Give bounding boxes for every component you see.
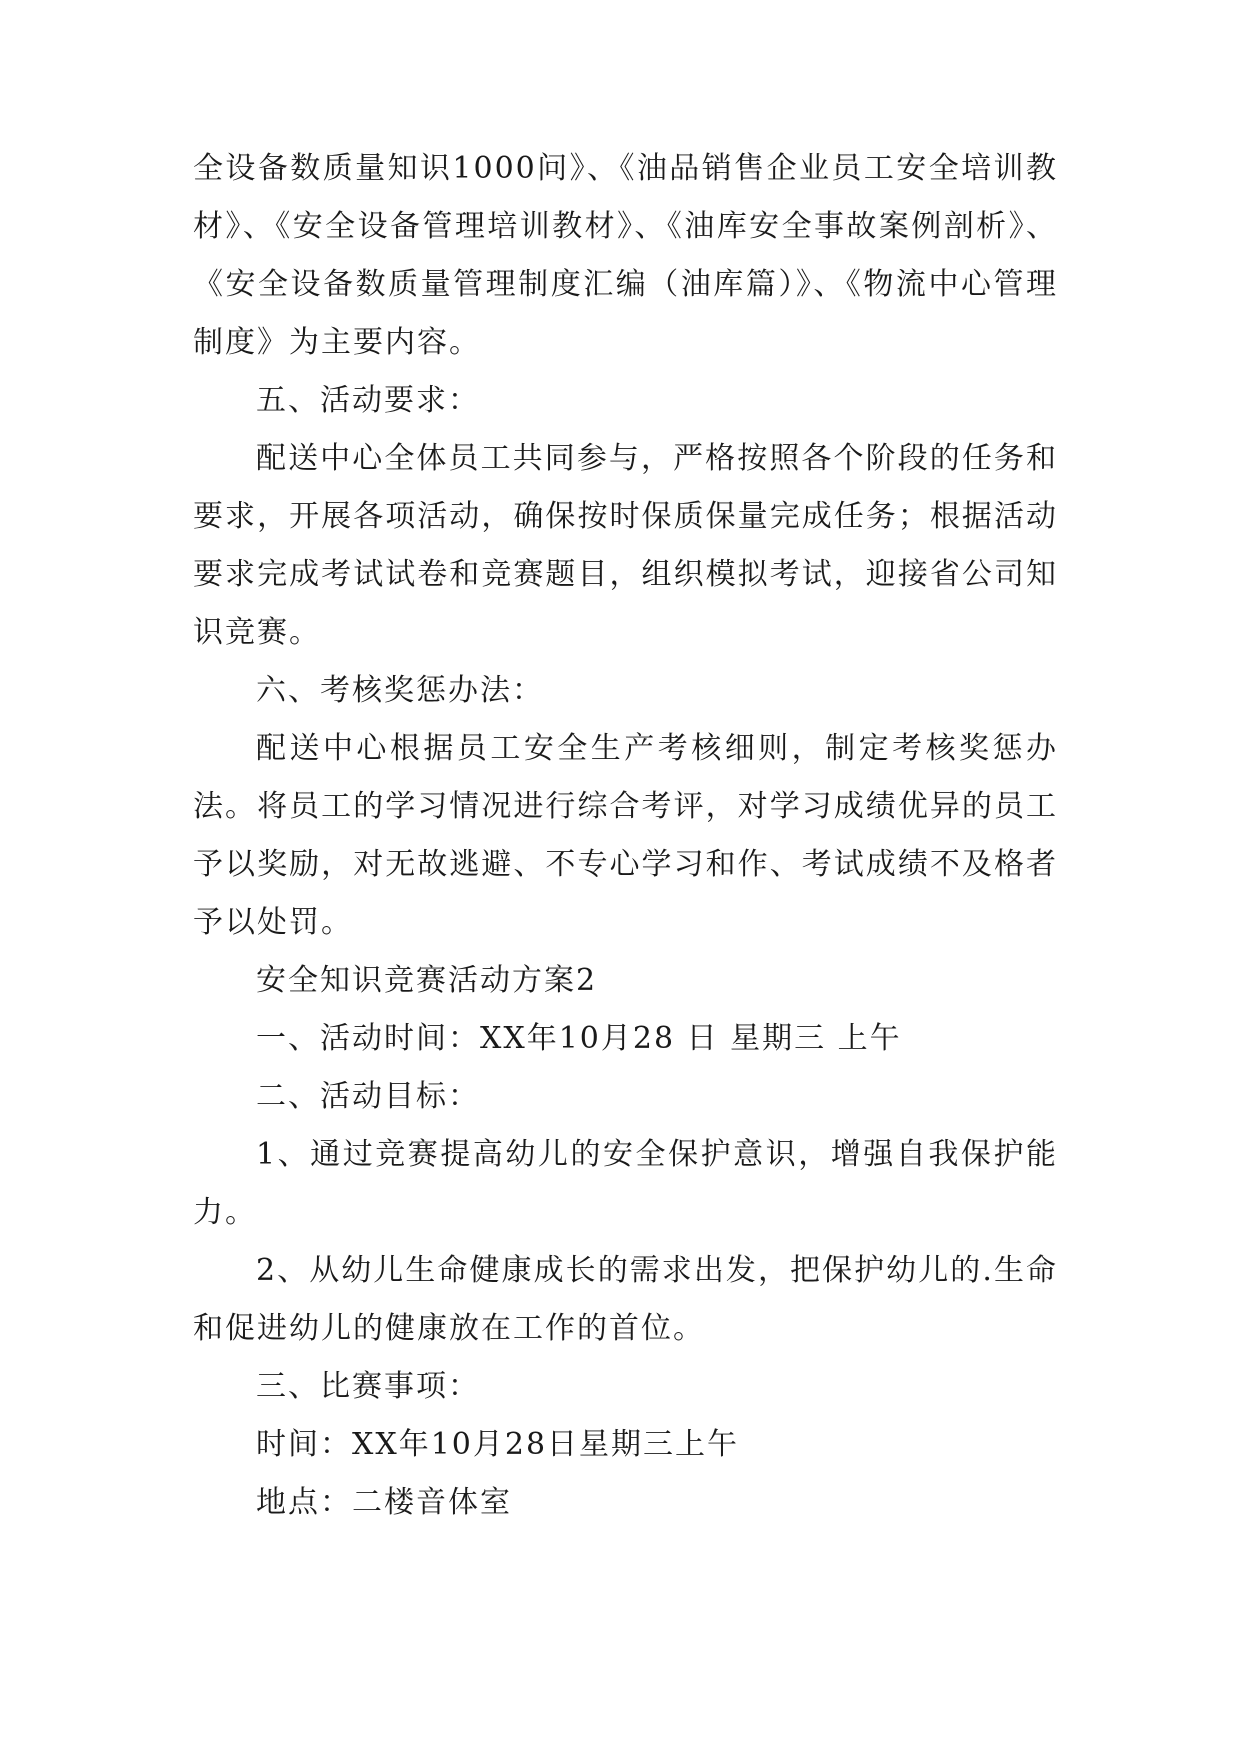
heading-activity-goals: 二、活动目标： xyxy=(256,1079,480,1114)
competition-time: 时间：XX年10月28日星期三上午 xyxy=(256,1427,740,1462)
heading-assessment-rewards: 六、考核奖惩办法： xyxy=(256,673,544,708)
competition-location: 地点：二楼音体室 xyxy=(256,1485,512,1520)
heading-activity-requirements: 五、活动要求： xyxy=(256,383,480,418)
paragraph-activity-requirements: 配送中心全体员工共同参与，严格按照各个阶段的任务和要求，开展各项活动，确保按时保质保量完成任务；根据活动要求完成考试试卷和竞赛题目，组织模拟考试，迎接省公司知识竞赛。 xyxy=(193,441,1058,650)
document-page xyxy=(193,140,1058,1532)
section-title-plan-2: 安全知识竞赛活动方案2 xyxy=(256,963,598,998)
paragraph-assessment-rewards: 配送中心根据员工安全生产考核细则，制定考核奖惩办法。将员工的学习情况进行综合考评，对学习成绩优异的员工予以奖励，对无故逃避、不专心学习和作、考试成绩不及格者予以处罚。 xyxy=(193,731,1058,940)
goal-item-1: 1、通过竞赛提高幼儿的安全保护意识，增强自我保护能力。 xyxy=(193,1137,1058,1230)
heading-competition-matters: 三、比赛事项： xyxy=(256,1369,480,1404)
paragraph-continued-materials: 全设备数质量知识1000问》、《油品销售企业员工安全培训教材》、《安全设备管理培训教材》、《油库安全事故案例剖析》、《安全设备数质量管理制度汇编（油库篇）》、《物流中心管理制度》为主要内容。 xyxy=(193,151,1058,360)
goal-item-2: 2、从幼儿生命健康成长的需求出发，把保护幼儿的.生命和促进幼儿的健康放在工作的首位。 xyxy=(193,1253,1058,1346)
heading-activity-time: 一、活动时间：XX年10月28 日 星期三 上午 xyxy=(256,1021,902,1056)
